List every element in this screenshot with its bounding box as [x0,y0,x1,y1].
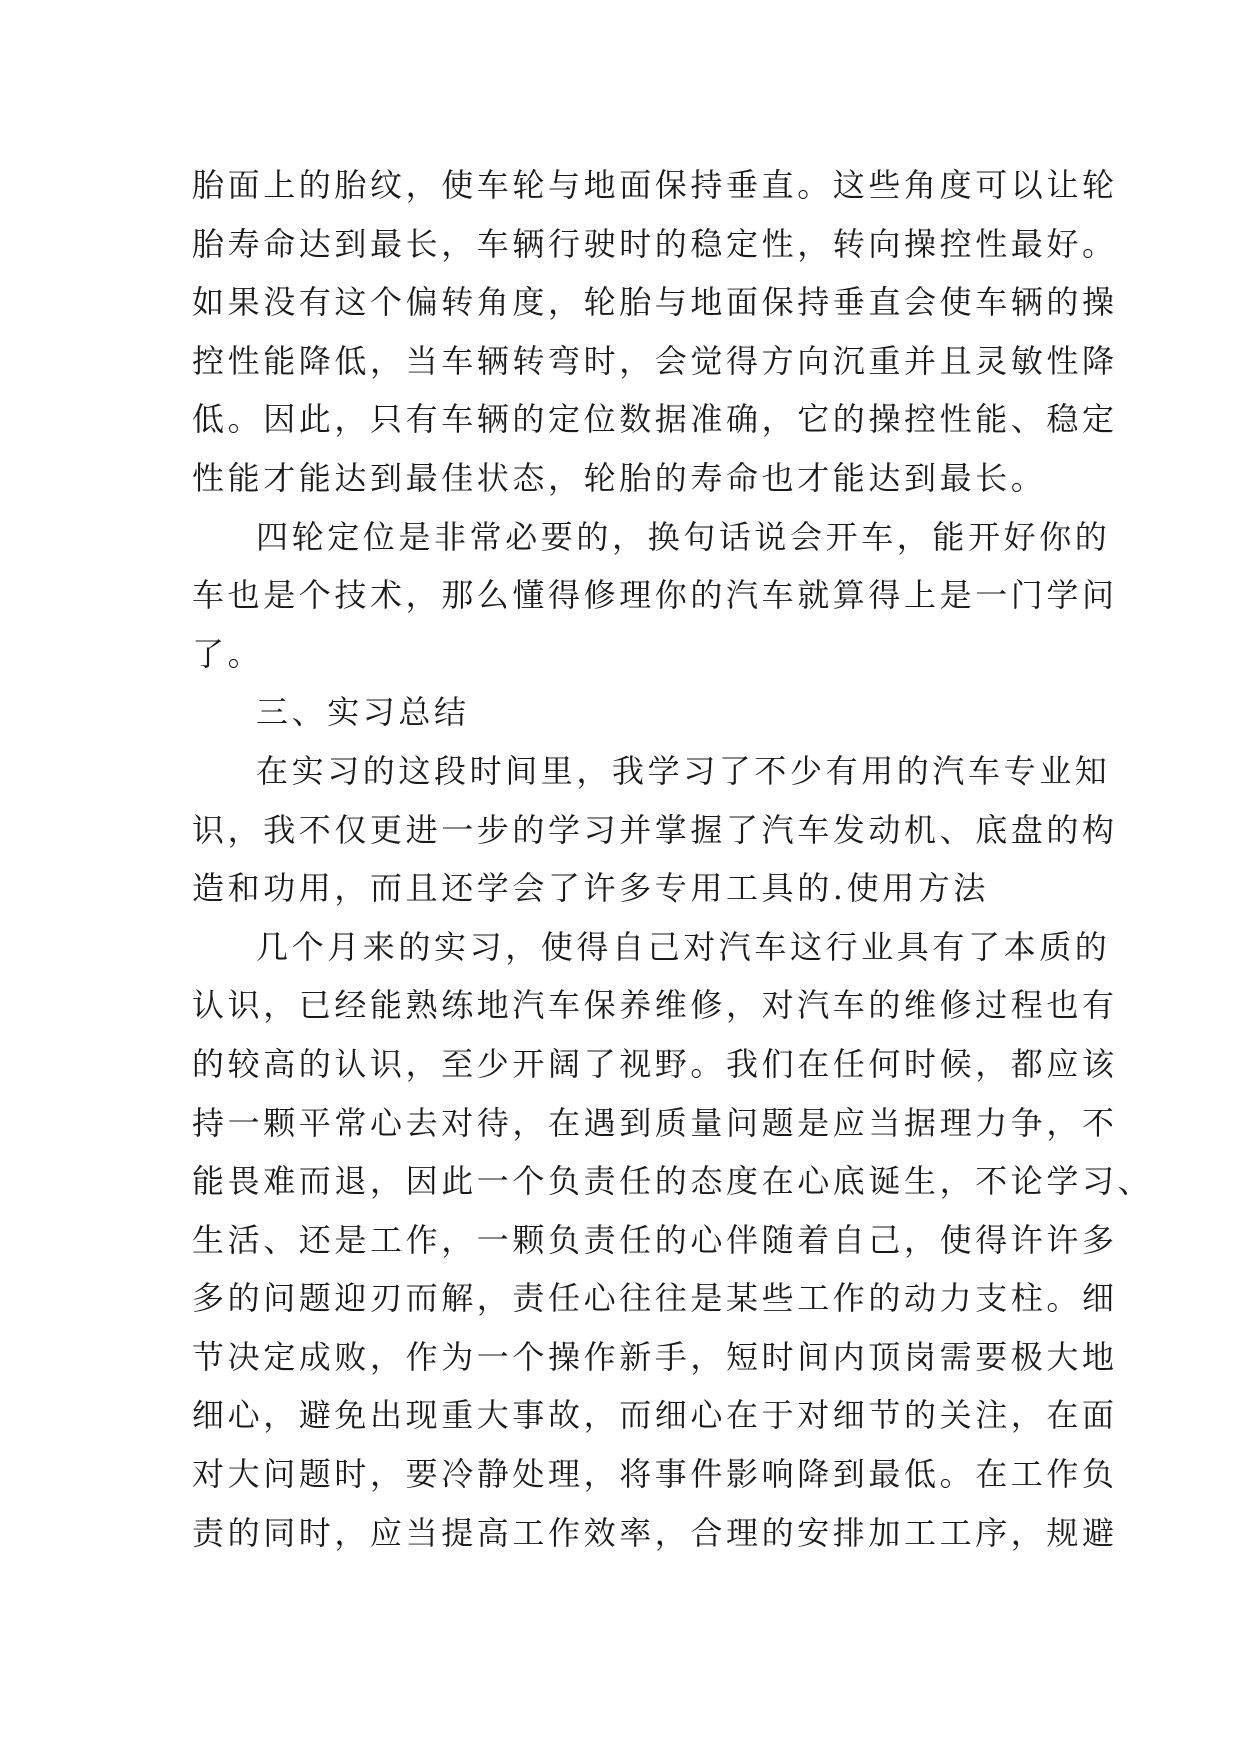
text-line: 的较高的认识，至少开阔了视野。我们在任何时候，都应该 [192,1044,1118,1083]
text-line: 车也是个技术，那么懂得修理你的汽车就算得上是一门学问 [192,576,1118,615]
text-line: 多的问题迎刃而解，责任心往往是某些工作的动力支柱。细 [192,1279,1118,1318]
document-body [192,156,1154,1562]
text-line: 低。因此，只有车辆的定位数据准确，它的操控性能、稳定 [192,400,1118,439]
text-line: 持一颗平常心去对待，在遇到质量问题是应当据理力争，不 [192,1103,1118,1142]
text-line: 性能才能达到最佳状态，轮胎的寿命也才能达到最长。 [192,458,1047,497]
text-line: 造和功用，而且还学会了许多专用工具的.使用方法 [192,869,989,908]
paragraph-start-line: 几个月来的实习，使得自己对汽车这行业具有了本质的 [256,927,1111,966]
text-line: 对大问题时，要冷静处理，将事件影响降到最低。在工作负 [192,1455,1118,1494]
text-line: 胎寿命达到最长，车辆行驶时的稳定性，转向操控性最好。 [192,224,1118,263]
text-line: 细心，避免出现重大事故，而细心在于对细节的关注，在面 [192,1396,1118,1435]
text-line: 识，我不仅更进一步的学习并掌握了汽车发动机、底盘的构 [192,810,1118,849]
text-line: 能畏难而退，因此一个负责任的态度在心底诞生，不论学习、 [192,1162,1154,1201]
text-line: 生活、还是工作，一颗负责任的心伴随着自己，使得许许多 [192,1220,1118,1259]
text-line: 如果没有这个偏转角度，轮胎与地面保持垂直会使车辆的操 [192,283,1118,322]
text-line: 胎面上的胎纹，使车轮与地面保持垂直。这些角度可以让轮 [192,166,1118,204]
text-line: 控性能降低，当车辆转弯时，会觉得方向沉重并且灵敏性降 [192,341,1118,380]
text-line: 认识，已经能熟练地汽车保养维修，对汽车的维修过程也有 [192,986,1118,1025]
text-line: 节决定成败，作为一个操作新手，短时间内顶岗需要极大地 [192,1337,1118,1376]
text-line: 责的同时，应当提高工作效率，合理的安排加工工序，规避 [192,1513,1118,1552]
section-heading: 三、实习总结 [256,693,470,732]
paragraph-start-line: 四轮定位是非常必要的，换句话说会开车，能开好你的 [256,517,1111,556]
text-line: 了。 [192,634,264,673]
paragraph-start-line: 在实习的这段时间里，我学习了不少有用的汽车专业知 [256,751,1111,790]
